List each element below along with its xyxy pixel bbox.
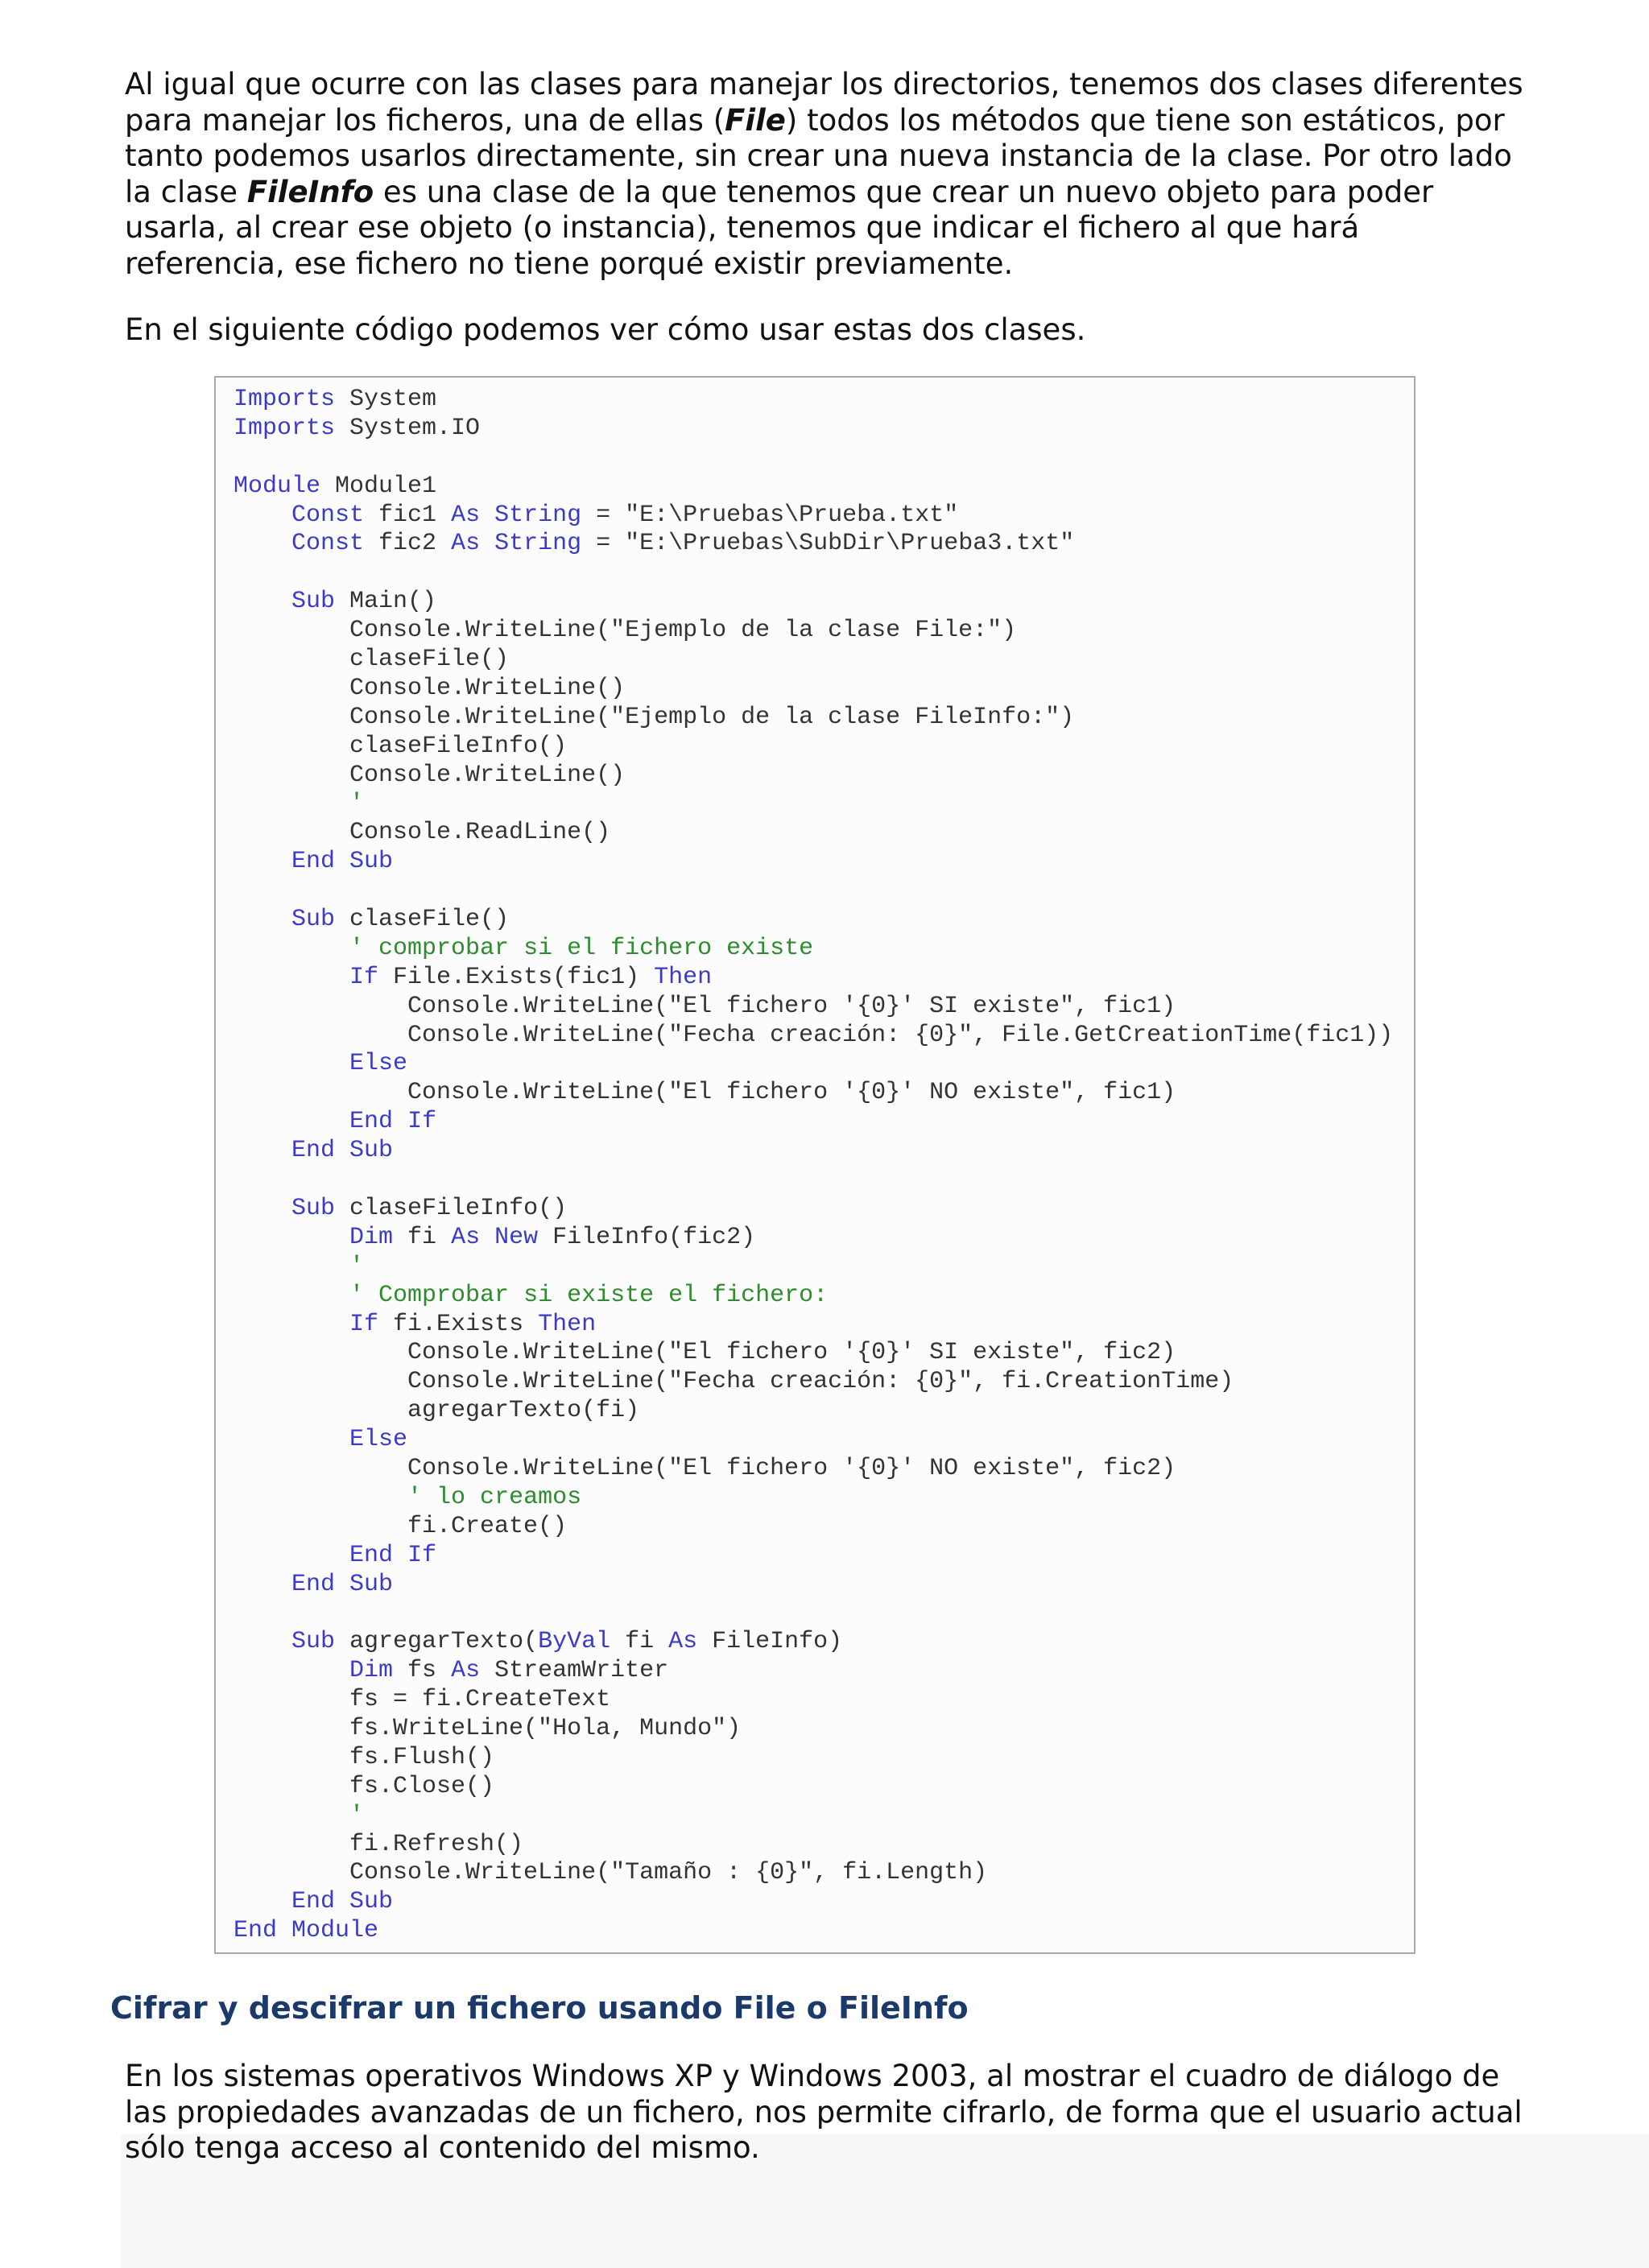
code-keyword: End <box>291 1570 336 1598</box>
code-keyword: Then <box>654 963 713 991</box>
code-keyword: If <box>407 1108 437 1136</box>
code-keyword: Then <box>538 1310 597 1338</box>
code-keyword: As <box>451 530 481 558</box>
code-keyword: If <box>349 1310 379 1338</box>
code-text: FileInfo) <box>697 1628 843 1656</box>
code-line <box>234 1253 1393 1282</box>
code-line <box>234 646 1393 675</box>
code-keyword: Module <box>234 472 321 500</box>
code-text: agregarTexto( <box>335 1628 539 1656</box>
code-text <box>393 1108 407 1135</box>
code-text <box>277 1917 291 1944</box>
code-keyword: Const <box>291 530 365 558</box>
code-text <box>234 530 291 557</box>
file-class-name: File <box>725 102 786 138</box>
code-text: System.IO <box>335 414 481 442</box>
code-text <box>234 1628 291 1655</box>
code-line <box>234 1397 1393 1426</box>
code-line <box>234 1195 1393 1224</box>
code-text: Console.ReadLine() <box>234 819 611 847</box>
code-keyword: Const <box>291 501 365 529</box>
code-text: FileInfo(fic2) <box>538 1223 756 1251</box>
section-heading: Cifrar y descifrar un fichero usando File o FileInfo <box>110 1990 969 2026</box>
code-text <box>234 906 291 933</box>
code-text <box>335 1571 349 1598</box>
code-text <box>234 1802 349 1829</box>
code-text <box>234 1282 349 1309</box>
code-text: System <box>335 386 437 413</box>
code-line <box>234 1657 1393 1686</box>
closing-paragraph: En los sistemas operativos Windows XP y Windows 2003, al mostrar el cuadro de diálogo de las propiedades avanzadas de un fichero, nos permite cifrarlo, de forma que el usuario actual sólo tenga acceso al contenido del mismo. <box>125 2059 1523 2166</box>
code-text <box>234 1224 349 1251</box>
fileinfo-class-name: FileInfo <box>246 174 374 209</box>
code-keyword: End <box>291 848 336 876</box>
code-text <box>234 1542 349 1569</box>
code-text: fs.Close() <box>234 1772 495 1800</box>
code-line <box>234 1917 1393 1946</box>
code-text: claseFile() <box>234 646 510 674</box>
code-text: claseFileInfo() <box>234 732 568 760</box>
code-text <box>234 1311 349 1338</box>
code-line <box>234 1542 1393 1571</box>
code-keyword: End <box>349 1108 394 1136</box>
code-line <box>234 704 1393 733</box>
code-text: fs.Flush() <box>234 1743 495 1771</box>
code-text: fi.Exists <box>378 1310 539 1338</box>
code-line <box>234 1599 1393 1628</box>
code-text <box>480 1224 494 1251</box>
code-text: Console.WriteLine("El fichero '{0}' NO existe", fic1) <box>234 1079 1176 1107</box>
code-text: fi.Create() <box>234 1512 568 1540</box>
code-line <box>234 733 1393 762</box>
code-text: Console.WriteLine("Fecha creación: {0}", fi.CreationTime) <box>234 1368 1234 1396</box>
code-line <box>234 1859 1393 1888</box>
code-line <box>234 1137 1393 1166</box>
code-keyword: String <box>494 501 582 529</box>
code-line <box>234 1108 1393 1137</box>
code-line <box>234 1224 1393 1253</box>
code-text <box>234 848 291 875</box>
code-text <box>234 1050 349 1077</box>
code-text: = "E:\Pruebas\SubDir\Prueba3.txt" <box>581 530 1075 558</box>
code-keyword: Sub <box>291 588 336 616</box>
code-text <box>335 848 349 875</box>
code-keyword: Dim <box>349 1223 394 1251</box>
code-text: fs <box>393 1657 452 1685</box>
code-keyword: End <box>349 1541 394 1569</box>
code-text <box>480 530 494 557</box>
code-text: Console.WriteLine() <box>234 761 626 789</box>
code-text <box>335 1888 349 1915</box>
code-line <box>234 762 1393 791</box>
code-line <box>234 848 1393 877</box>
code-text: fic2 <box>364 530 452 558</box>
intro-text-2: ) todos los métodos que tiene son estáticos, por tanto podemos usarlos directamente, sin crear una nueva instancia de la clase. Por otro lado la clase <box>125 102 1512 209</box>
code-text <box>234 1195 291 1222</box>
code-line <box>234 1050 1393 1079</box>
code-text: Console.WriteLine("El fichero '{0}' SI existe", fic2) <box>234 1339 1176 1367</box>
code-line <box>234 1715 1393 1744</box>
code-keyword: As <box>451 1657 481 1685</box>
code-line <box>234 617 1393 646</box>
code-keyword: If <box>349 963 379 991</box>
code-keyword: Sub <box>291 1194 336 1222</box>
code-comment: ' lo creamos <box>407 1483 582 1511</box>
code-text <box>234 1108 349 1135</box>
code-keyword: Else <box>349 1050 408 1078</box>
code-keyword: End <box>291 1888 336 1916</box>
code-keyword: If <box>407 1541 437 1569</box>
code-line <box>234 1628 1393 1657</box>
code-text: Console.WriteLine("El fichero '{0}' SI existe", fic1) <box>234 992 1176 1020</box>
code-text: StreamWriter <box>480 1657 669 1685</box>
code-keyword: Sub <box>349 1888 394 1916</box>
code-line <box>234 1311 1393 1340</box>
code-text <box>234 790 349 817</box>
code-text: Console.WriteLine("El fichero '{0}' NO existe", fic2) <box>234 1454 1176 1482</box>
code-text <box>234 588 291 615</box>
code-text <box>234 1137 291 1164</box>
code-line <box>234 1744 1393 1773</box>
code-text: fs.WriteLine("Hola, Mundo") <box>234 1714 742 1742</box>
code-text: agregarTexto(fi) <box>234 1397 640 1425</box>
code-text: Console.WriteLine("Fecha creación: {0}", File.GetCreationTime(fic1)) <box>234 1021 1394 1049</box>
code-line <box>234 1368 1393 1397</box>
code-text <box>234 964 349 991</box>
code-text: Module1 <box>320 472 437 500</box>
code-line <box>234 1773 1393 1802</box>
code-line <box>234 1282 1393 1311</box>
code-keyword: Sub <box>291 906 336 934</box>
code-line <box>234 444 1393 473</box>
code-line <box>234 473 1393 502</box>
code-line <box>234 1426 1393 1455</box>
code-keyword: End <box>234 1917 278 1945</box>
code-text <box>234 1888 291 1915</box>
code-keyword: End <box>291 1137 336 1165</box>
code-comment: ' <box>349 790 365 818</box>
code-text: fi <box>610 1628 669 1656</box>
code-text: claseFile() <box>335 906 510 934</box>
intro-text-3: es una clase de la que tenemos que crear un nuevo objeto para poder usarla, al crear ese objeto (o instancia), tenemos que indicar el fichero al que hará referencia, ese fichero no tiene porqué existir previamente. <box>125 174 1434 281</box>
code-keyword: As <box>451 501 481 529</box>
code-keyword: Sub <box>291 1628 336 1656</box>
code-line <box>234 588 1393 617</box>
code-line <box>234 993 1393 1022</box>
code-line <box>234 1166 1393 1195</box>
code-keyword: Sub <box>349 1570 394 1598</box>
code-keyword: Module <box>291 1917 379 1945</box>
code-text: Console.WriteLine() <box>234 674 626 702</box>
code-line <box>234 530 1393 559</box>
code-line <box>234 819 1393 848</box>
code-text <box>393 1542 407 1569</box>
code-line <box>234 1888 1393 1917</box>
code-text: fi.Refresh() <box>234 1830 524 1858</box>
code-text <box>234 1253 349 1280</box>
code-keyword: Imports <box>234 386 336 413</box>
code-line <box>234 675 1393 704</box>
code-line <box>234 1571 1393 1600</box>
code-text <box>335 1137 349 1164</box>
code-text <box>234 935 349 962</box>
code-keyword: String <box>494 530 582 558</box>
code-text: Main() <box>335 588 437 616</box>
code-block <box>214 376 1415 1954</box>
code-line <box>234 386 1393 415</box>
code-comment: ' <box>349 1801 365 1829</box>
code-line <box>234 1802 1393 1831</box>
code-keyword: As <box>668 1628 698 1656</box>
code-comment: ' <box>349 1252 365 1280</box>
code-line <box>234 502 1393 531</box>
code-text: Console.WriteLine("Ejemplo de la clase File:") <box>234 617 1017 645</box>
code-line <box>234 559 1393 588</box>
code-text: Console.WriteLine("Ejemplo de la clase FileInfo:") <box>234 703 1075 731</box>
code-text: Console.WriteLine("Tamaño : {0}", fi.Length) <box>234 1859 988 1887</box>
code-text <box>234 1657 349 1684</box>
code-line <box>234 790 1393 819</box>
code-line <box>234 1079 1393 1108</box>
code-lead-paragraph: En el siguiente código podemos ver cómo usar estas dos clases. <box>125 312 1086 347</box>
code-text: claseFileInfo() <box>335 1194 568 1222</box>
code-line <box>234 1339 1393 1368</box>
code-keyword: As <box>451 1223 481 1251</box>
code-keyword: New <box>494 1223 539 1251</box>
code-text <box>234 1426 349 1453</box>
code-keyword: Sub <box>349 848 394 876</box>
code-text: = "E:\Pruebas\Prueba.txt" <box>581 501 959 529</box>
code-line <box>234 1455 1393 1484</box>
code-line <box>234 1022 1393 1051</box>
intro-text-1: Al igual que ocurre con las clases para manejar los directorios, tenemos dos clases diferentes para manejar los ficheros, una de ellas ( <box>125 67 1523 138</box>
code-text <box>234 1571 291 1598</box>
code-keyword: ByVal <box>538 1628 611 1656</box>
code-keyword: Sub <box>349 1137 394 1165</box>
code-line <box>234 1831 1393 1860</box>
code-keyword: Else <box>349 1426 408 1454</box>
code-text: fic1 <box>364 501 452 529</box>
code-text <box>234 1484 407 1511</box>
code-line <box>234 935 1393 964</box>
code-text: File.Exists(fic1) <box>378 963 655 991</box>
code-line <box>234 1484 1393 1513</box>
code-text <box>234 502 291 529</box>
intro-paragraph <box>125 67 1526 283</box>
code-comment: ' comprobar si el fichero existe <box>349 934 814 962</box>
code-line <box>234 964 1393 993</box>
code-keyword: Imports <box>234 414 336 442</box>
code-line <box>234 1513 1393 1542</box>
code-line <box>234 877 1393 906</box>
code-keyword: Dim <box>349 1657 394 1685</box>
code-line <box>234 906 1393 935</box>
code-listing <box>234 386 1393 1946</box>
code-text <box>480 502 494 529</box>
code-text: fs = fi.CreateText <box>234 1686 611 1714</box>
code-line <box>234 1686 1393 1715</box>
code-comment: ' Comprobar si existe el fichero: <box>349 1281 829 1309</box>
code-text: fi <box>393 1223 452 1251</box>
code-line <box>234 415 1393 444</box>
